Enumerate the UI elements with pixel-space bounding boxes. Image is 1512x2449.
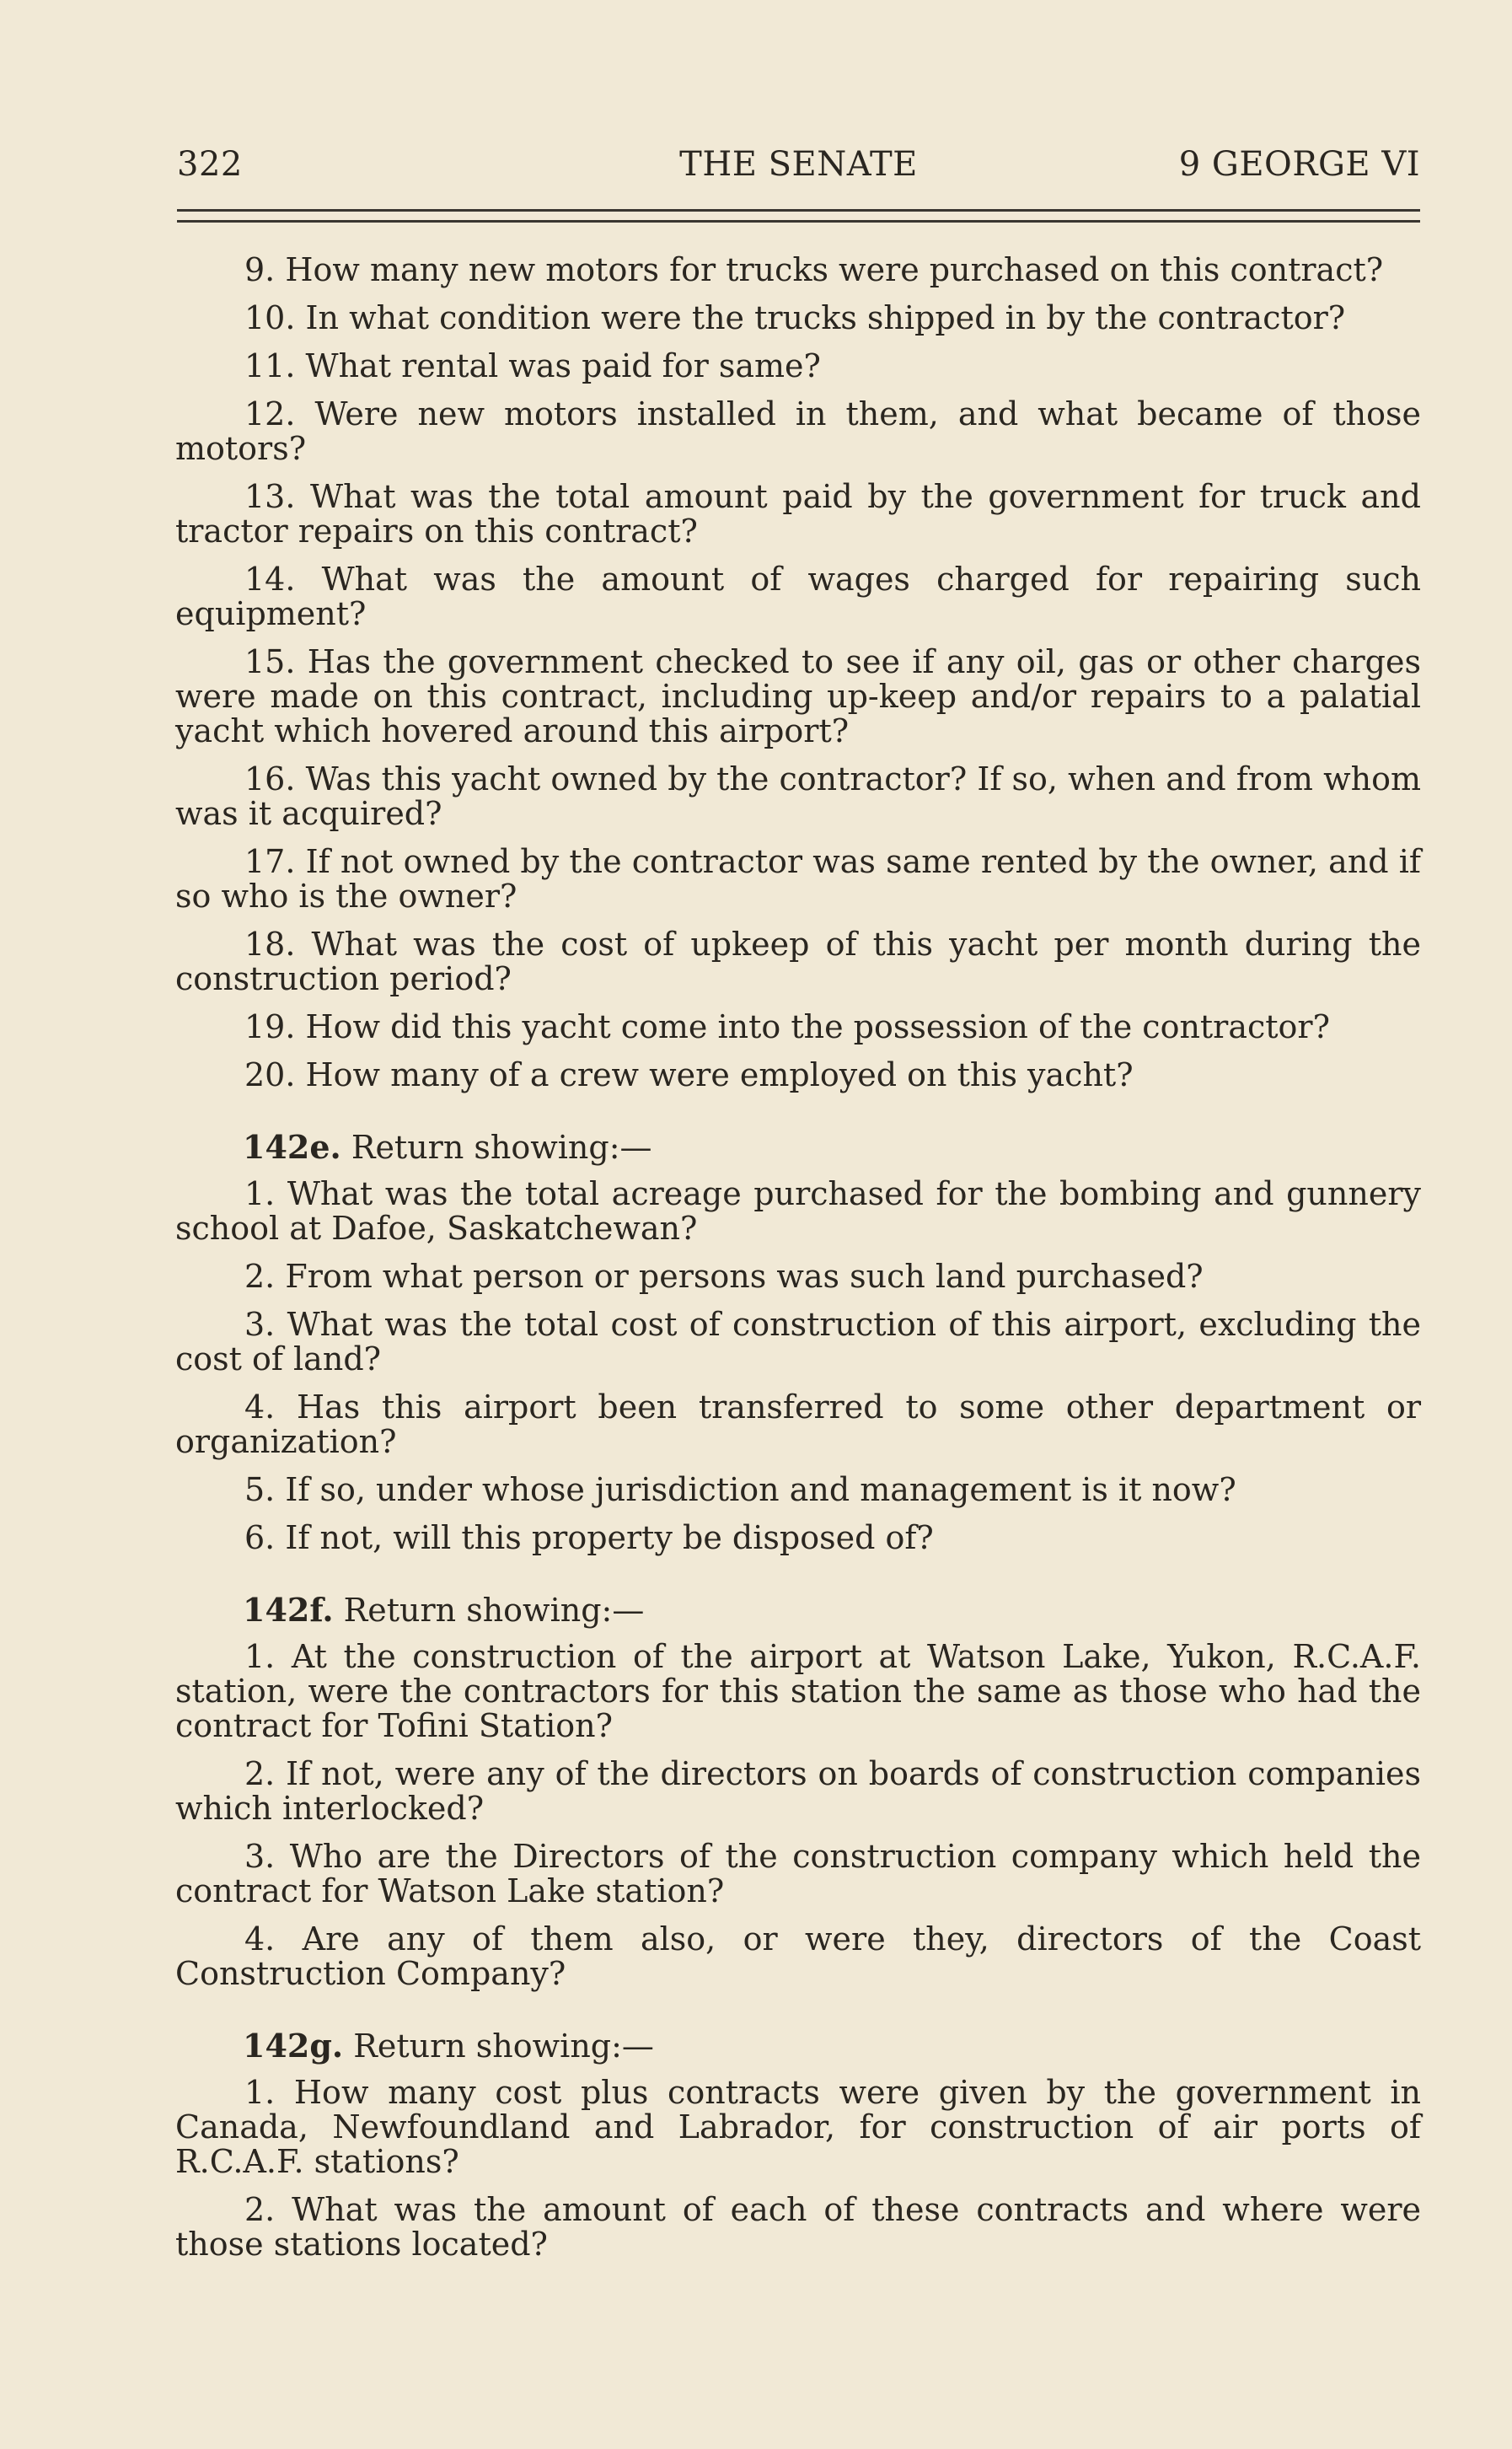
question-item [175,1010,1421,1045]
question-number: 2. [244,2191,276,2228]
section-label: 142g. [243,2027,344,2065]
session-label: 9 GEORGE VI [1178,145,1420,184]
question-item [175,1473,1421,1507]
question-number: 13. [244,478,296,515]
question-item [175,1640,1421,1743]
question-item [175,1177,1421,1246]
question-text: How did this yacht come into the possession of the contractor? [305,1008,1330,1045]
question-item [175,1839,1421,1909]
question-item [175,927,1421,996]
question-text: What was the amount of each of these contracts and where were those stations located? [175,2191,1421,2263]
section-label: 142f. [243,1591,334,1629]
section-heading-text: Return showing:— [351,1129,652,1166]
section-heading-text: Return showing:— [353,2027,654,2065]
question-number: 5. [244,1471,276,1508]
question-number: 4. [244,1920,276,1958]
question-number: 1. [244,1638,276,1675]
question-item [175,1058,1421,1093]
question-text: What was the total cost of construction of this airport, excluding the cost of land? [175,1306,1421,1378]
question-item [175,2076,1421,2179]
question-item [175,645,1421,749]
question-number: 3. [244,1838,276,1875]
question-text: Has this airport been transferred to some other department or organization? [175,1388,1421,1460]
question-item [175,397,1421,466]
question-text: If not, were any of the directors on boards of construction companies which interlocked? [175,1755,1421,1827]
question-text: How many of a crew were employed on this yacht? [305,1056,1134,1093]
question-number: 9. [244,251,276,288]
question-item [175,1922,1421,1991]
question-text: How many cost plus contracts were given by the government in Canada, Newfoundland and Labrador, for construction of air ports of R.C.A.F. stations? [175,2074,1421,2180]
question-item [175,562,1421,631]
question-number: 18. [244,926,296,963]
question-number: 4. [244,1388,276,1426]
question-number: 2. [244,1258,276,1295]
question-number: 17. [244,843,296,880]
section-heading [175,2028,1421,2064]
question-item [175,301,1421,336]
question-list [175,253,1421,1093]
section-heading [175,1130,1421,1165]
question-text: What was the total amount paid by the government for truck and tractor repairs on this contract? [175,478,1421,550]
page-header [177,145,1420,192]
question-item [175,480,1421,549]
header-rule-bottom [177,220,1420,223]
question-item [175,762,1421,831]
question-text: What rental was paid for same? [305,347,821,384]
question-text: How many new motors for trucks were purchased on this contract? [285,251,1384,288]
question-text: What was the amount of wages charged for repairing such equipment? [175,561,1421,632]
question-text: If not owned by the contractor was same rented by the owner, and if so who is the owner? [175,843,1421,915]
question-item [175,1308,1421,1377]
return-sections [175,1130,1421,2262]
question-item [175,1757,1421,1826]
running-title: THE SENATE [679,145,918,184]
question-number: 20. [244,1056,296,1093]
question-text: At the construction of the airport at Watson Lake, Yukon, R.C.A.F. station, were the contractors for this station the same as those who had the contract for Tofini Station? [175,1638,1421,1744]
question-number: 1. [244,2074,276,2111]
question-text: Has the government checked to see if any oil, gas or other charges were made on this contract, including up-keep and/or repairs to a palatial yacht which hovered around this airport? [175,643,1421,749]
question-number: 6. [244,1519,276,1556]
question-text: If so, under whose jurisdiction and management is it now? [285,1471,1236,1508]
question-text: What was the total acreage purchased for the bombing and gunnery school at Dafoe, Saskatchewan? [175,1175,1421,1247]
question-item [175,1259,1421,1294]
question-number: 10. [244,299,296,336]
question-number: 14. [244,561,296,598]
question-text: Who are the Directors of the construction company which held the contract for Watson Lake station? [175,1838,1421,1909]
section-heading [175,1592,1421,1628]
section-label: 142e. [243,1128,341,1166]
document-body [175,253,1421,2275]
question-item [175,2193,1421,2262]
question-text: Was this yacht owned by the contractor? If so, when and from whom was it acquired? [175,760,1421,832]
section-heading-text: Return showing:— [343,1592,645,1629]
question-number: 3. [244,1306,276,1343]
question-number: 16. [244,760,296,798]
question-text: What was the cost of upkeep of this yacht per month during the construction period? [175,926,1421,997]
question-item [175,845,1421,914]
question-item [175,349,1421,384]
question-number: 2. [244,1755,276,1792]
question-number: 1. [244,1175,276,1212]
question-item [175,1521,1421,1555]
question-text: If not, will this property be disposed of? [285,1519,934,1556]
header-rule-top [177,209,1420,212]
question-text: Are any of them also, or were they, directors of the Coast Construction Company? [175,1920,1421,1992]
question-text: In what condition were the trucks shipped in by the contractor? [305,299,1346,336]
question-text: Were new motors installed in them, and what became of those motors? [175,395,1421,467]
question-number: 12. [244,395,296,432]
question-number: 11. [244,347,296,384]
question-item [175,253,1421,287]
question-number: 15. [244,643,296,680]
question-item [175,1390,1421,1459]
page-number: 322 [177,145,243,184]
question-text: From what person or persons was such land purchased? [285,1258,1204,1295]
question-number: 19. [244,1008,296,1045]
